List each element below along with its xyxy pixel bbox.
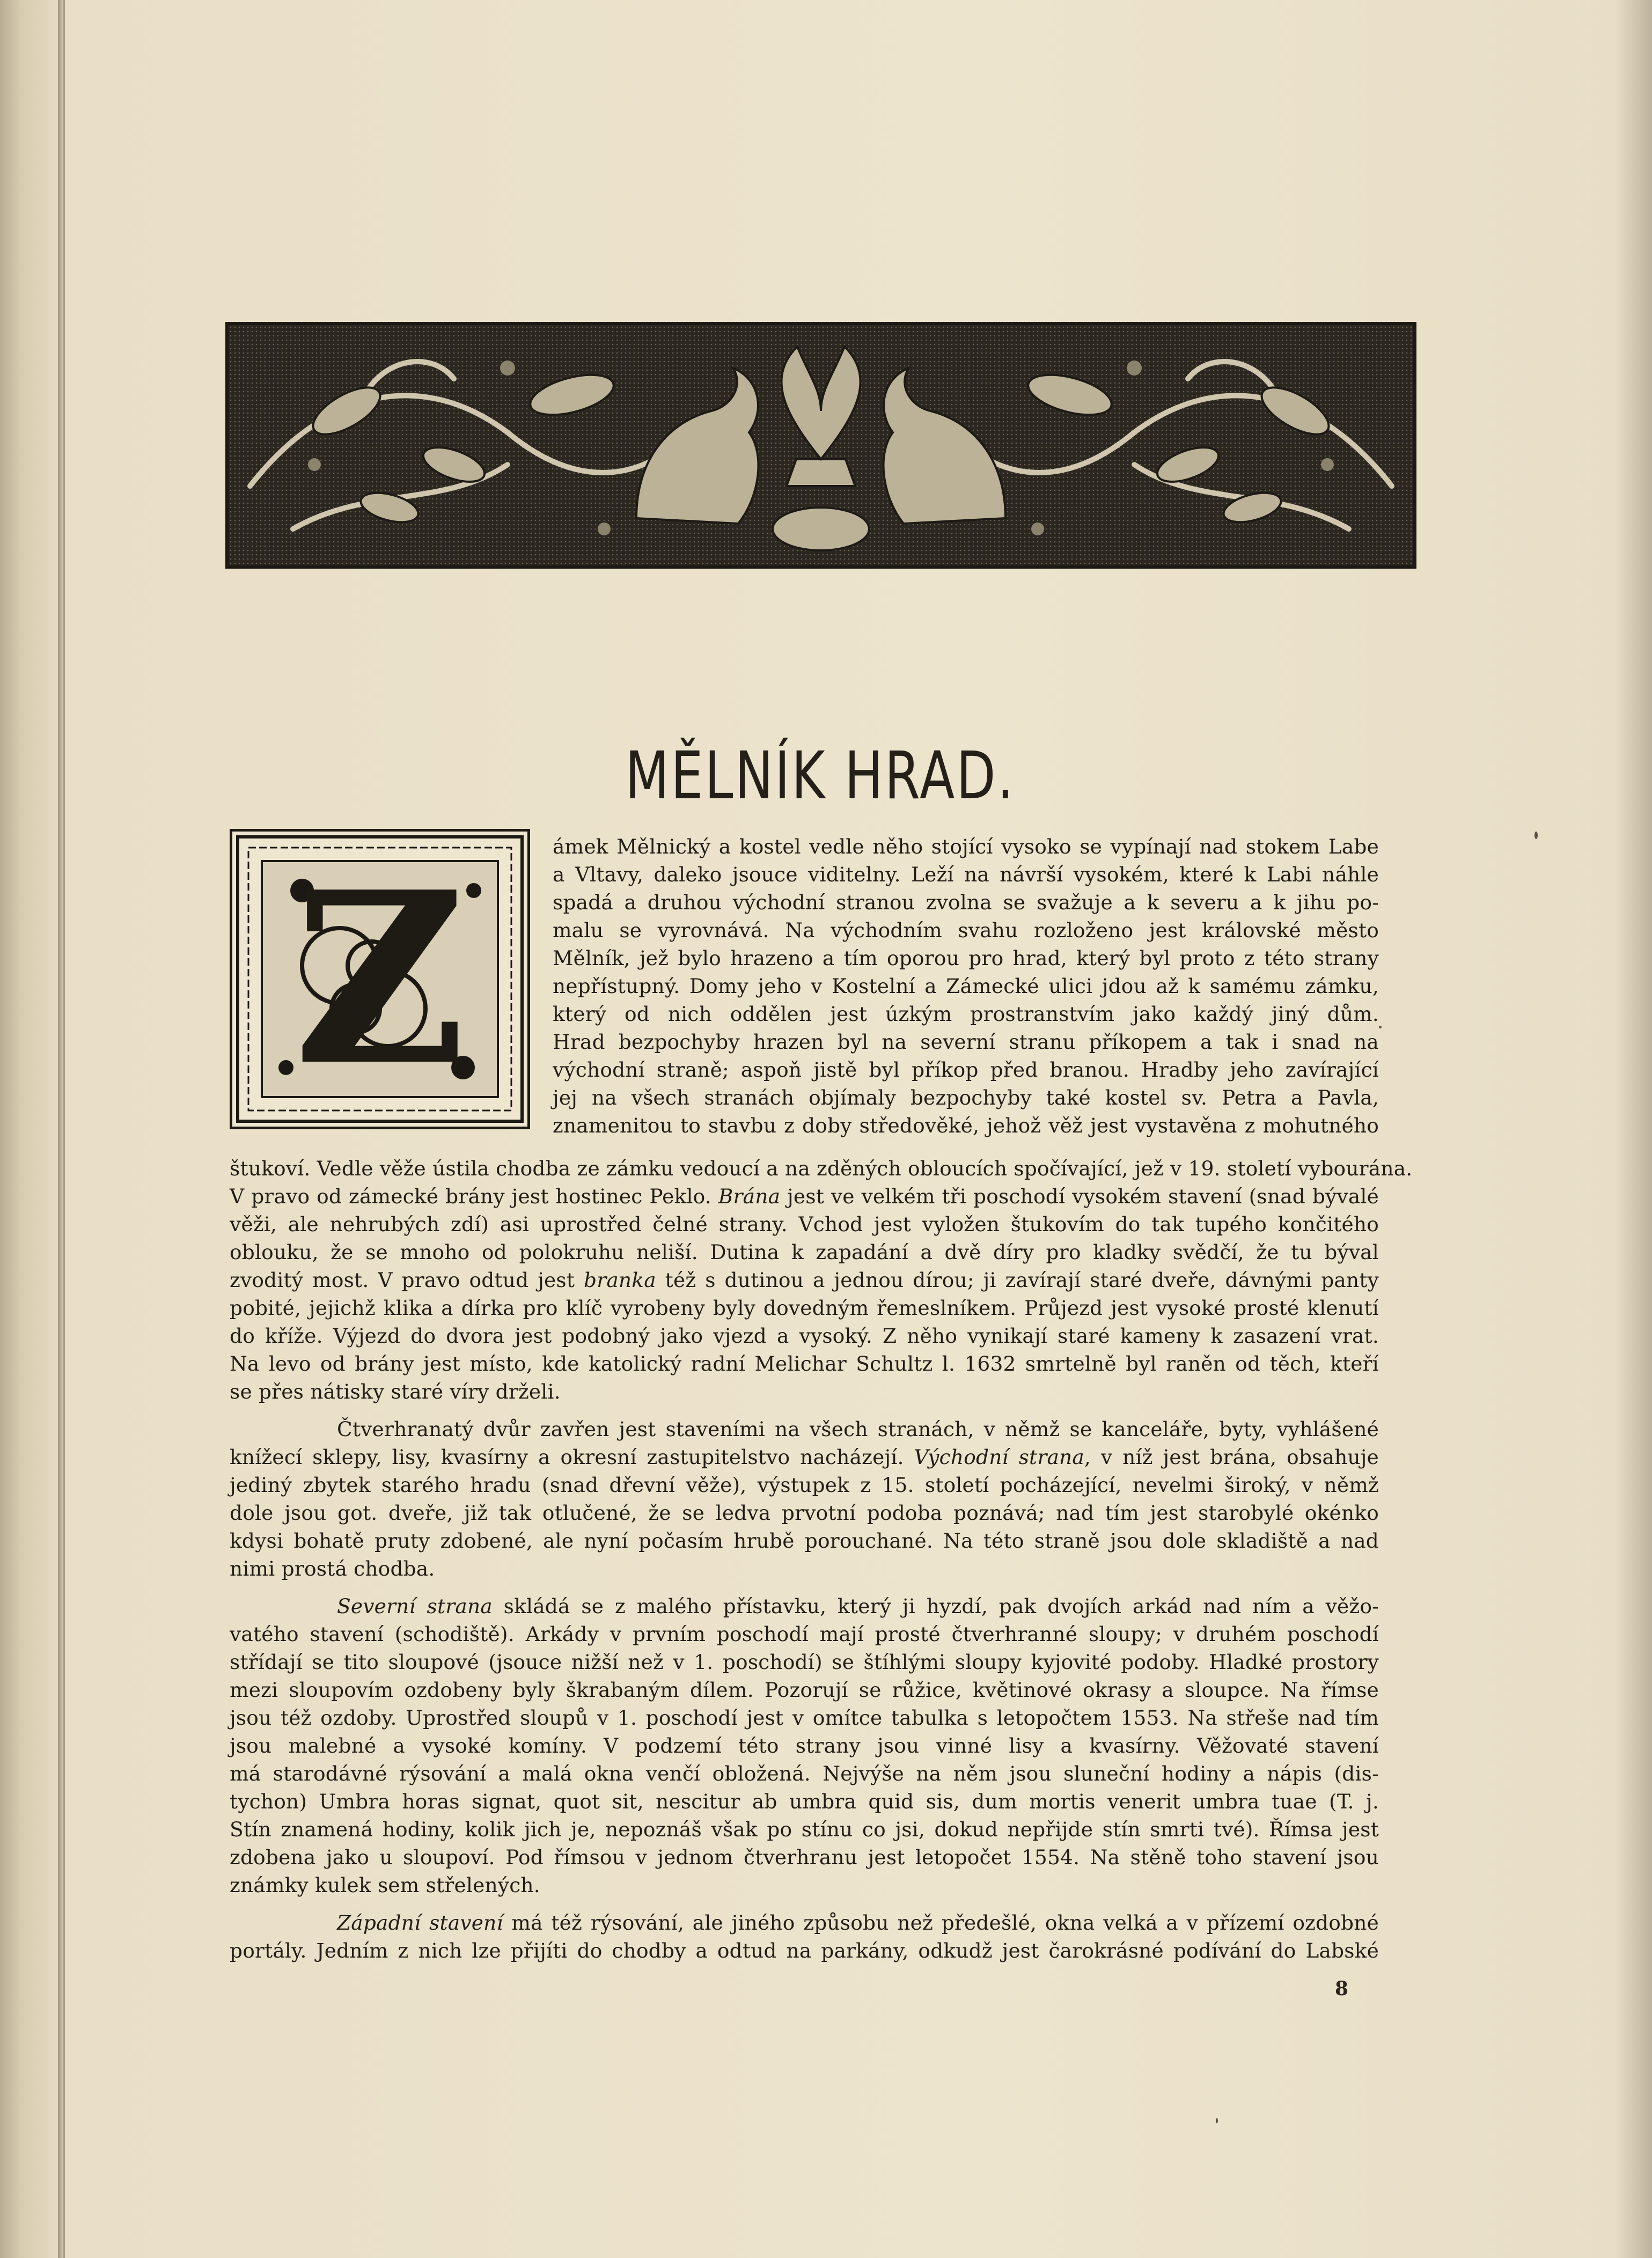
text-line: Mělník, jež bylo hrazeno a tím oporou pro hrad, který byl proto z této strany bbox=[553, 946, 1379, 970]
text-line: pobité, jejichž klika a dírka pro klíč vyrobeny byly dovedným řemeslníkem. Průjezd jest vysoké prosté klenutí bbox=[230, 1296, 1379, 1320]
text-line: štukoví. Vedle věže ústila chodba ze zámku vedoucí a na zděných obloucích spočívající, jež v 19. století vybourána. bbox=[230, 1157, 1413, 1180]
text-line: známky kulek sem střelených. bbox=[230, 1873, 540, 1897]
text-line: jsou malebné a vysoké komíny. V podzemí této strany jsou vinné lisy a kvasírny. Věžovaté stavení bbox=[230, 1734, 1379, 1757]
text-line: tychon) Umbra horas signat, quot sit, nescitur ab umbra quid sis, dum mortis venerit umbra tuae (T. j. bbox=[230, 1790, 1379, 1813]
italic-term: Východní strana bbox=[914, 1445, 1084, 1469]
paper-speck bbox=[1379, 1026, 1382, 1028]
text-line: Na levo od brány jest místo, kde katolický radní Melichar Schultz l. 1632 smrtelně byl raněn od těch, kteří bbox=[230, 1352, 1379, 1376]
text-line: spadá a druhou východní stranou zvolna se svažuje a k severu a k jihu po- bbox=[553, 891, 1379, 914]
foliage-and-griffins-icon bbox=[229, 325, 1413, 565]
text-line: jej na všech stranách objímaly bezpochyby také kostel sv. Petra a Pavla, bbox=[553, 1086, 1379, 1109]
paper-speck bbox=[1216, 2118, 1218, 2123]
text-line: věži, ale nehrubých zdí) asi uprostřed čelné strany. Vchod jest vyložen štukovím do tak tupého končitého bbox=[230, 1212, 1379, 1236]
text-line: ámek Mělnický a kostel vedle něho stojící vysoko se vypínají nad stokem Labe bbox=[553, 835, 1379, 858]
text-line: kdysi bohatě pruty zdobené, ale nyní počasím hrubě porouchané. Na této straně jsou dole skladiště a nad bbox=[230, 1529, 1379, 1553]
text-line: Severní strana skládá se z malého přístavku, který ji hyzdí, pak dvojích arkád nad ním a věžo- bbox=[337, 1594, 1379, 1618]
decorative-initial bbox=[230, 829, 530, 1129]
text-line: nepřístupný. Domy jeho v Kostelní a Zámecké ulici jdou až k samému zámku, bbox=[553, 974, 1379, 998]
text-line: malu se vyrovnává. Na východním svahu rozloženo jest královské město bbox=[553, 918, 1379, 942]
page-number: 8 bbox=[1335, 1977, 1349, 2000]
ornamental-banner bbox=[225, 322, 1416, 569]
text-line: Stín znamená hodiny, kolik jich je, nepoznáš však po stínu co jsi, dokud nepřijde stín smrti tvé). Římsa jest bbox=[230, 1818, 1379, 1841]
paper-speck bbox=[1534, 832, 1538, 839]
italic-term: Brána bbox=[718, 1185, 781, 1208]
text-line: jsou též ozdoby. Uprostřed sloupů v 1. poschodí jest v omítce tabulka s letopočtem 1553. Na střeše nad tím bbox=[230, 1706, 1379, 1730]
text-line: který od nich oddělen jest úzkým prostranstvím jako každý jiný dům. bbox=[553, 1002, 1379, 1026]
initial-letter: Z bbox=[293, 840, 466, 1117]
text-line: do kříže. Výjezd do dvora jest podobný jako vjezd a vysoký. Z něho vynikají staré kameny k zasazení vrat. bbox=[230, 1324, 1379, 1348]
italic-term: branka bbox=[584, 1268, 656, 1292]
text-line: má starodávné rýsování a malá okna venčí obložená. Nejvýše na něm jsou sluneční hodiny a nápis (dis- bbox=[230, 1762, 1379, 1785]
text-line: Západní stavení má též rýsování, ale jiného způsobu než předešlé, okna velká a v přízemí ozdobné bbox=[337, 1911, 1379, 1935]
text-line: dole jsou got. dveře, již tak otlučené, že se ledva prvotní podoba poznává; nad tím jest starobylé okénko bbox=[230, 1501, 1379, 1525]
text-line: znamenitou to stavbu z doby středověké, jehož věž jest vystavěna z mohutného bbox=[553, 1114, 1379, 1137]
text-line: Čtverhranatý dvůr zavřen jest staveními na všech stranách, v němž se kanceláře, byty, vyhlášené bbox=[337, 1417, 1379, 1441]
page-gutter bbox=[58, 0, 63, 2258]
italic-term: Západní stavení bbox=[337, 1911, 503, 1935]
page-title: MĚLNÍK HRAD. bbox=[625, 738, 1016, 814]
text-line: zvoditý most. V pravo odtud jest branka též s dutinou a jednou dírou; ji zavírají staré dveře, dávnými panty bbox=[230, 1268, 1379, 1292]
text-line: mezi sloupovím ozdobeny byly škrabaným dílem. Pozorují se růžice, květinové okrasy a sloupce. Na římse bbox=[230, 1678, 1379, 1702]
text-line: portály. Jedním z nich lze přijíti do chodby a odtud na parkány, odkudž jest čarokrásné podívání do Labské bbox=[230, 1939, 1379, 1962]
text-line: se přes nátisky staré víry drželi. bbox=[230, 1380, 561, 1403]
body-text bbox=[230, 1154, 1413, 1965]
page-edge-shadow bbox=[1614, 0, 1652, 2258]
text-line: zdobena jako u sloupoví. Pod římsou v jednom čtverhranu jest letopočet 1554. Na stěně toho stavení jsou bbox=[230, 1845, 1379, 1869]
text-line: Hrad bezpochyby hrazen byl na severní stranu příkopem a tak i snad na bbox=[553, 1030, 1379, 1054]
text-line: nimi prostá chodba. bbox=[230, 1557, 435, 1580]
text-line: jediný zbytek starého hradu (snad dřevní věže), výstupek z 15. století pocházející, nevelmi široký, v němž bbox=[230, 1473, 1379, 1497]
text-line: V pravo od zámecké brány jest hostinec Peklo. Brána jest ve velkém tři poschodí vysokém stavení (snad bývalé bbox=[230, 1185, 1379, 1208]
spine-shadow bbox=[63, 0, 65, 2258]
text-line: knížecí sklepy, lisy, kvasírny a okresní zastupitelstvo nacházejí. Východní strana, v níž jest brána, obsahuje bbox=[230, 1445, 1379, 1469]
text-line: oblouku, že se mnoho od polokruhu neliší. Dutina k zapadání a dvě díry pro kladky svědčí, že tu býval bbox=[230, 1240, 1379, 1264]
first-paragraph-narrow bbox=[553, 833, 1379, 1139]
text-line: východní straně; aspoň jistě byl příkop před branou. Hradby jeho zavírající bbox=[553, 1058, 1379, 1082]
text-line: a Vltavy, daleko jsouce viditelny. Leží na návrší vysokém, které k Labi náhle bbox=[553, 863, 1379, 886]
italic-term: Severní strana bbox=[337, 1594, 493, 1618]
text-line: vatého stavení (schodiště). Arkády v prvním poschodí mají prosté čtverhranné sloupy; v druhém poschodí bbox=[230, 1622, 1379, 1646]
text-line: střídají se tito sloupové (jsouce nižší než v 1. poschodí) se štíhlými sloupy kyjovité podoby. Hladké prostory bbox=[230, 1650, 1379, 1674]
